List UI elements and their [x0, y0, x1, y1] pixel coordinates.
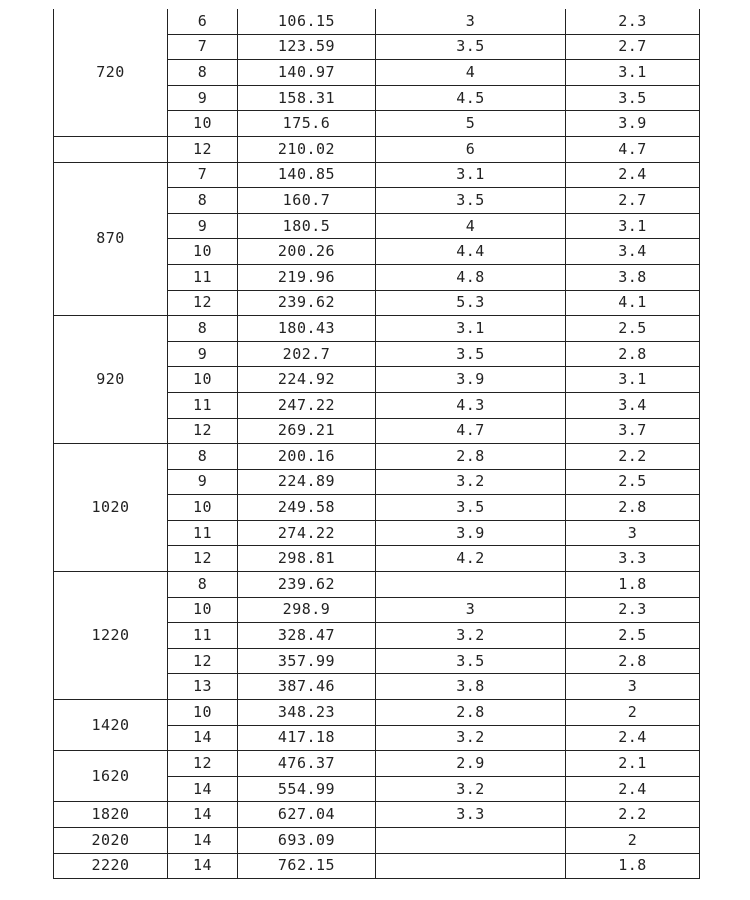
thickness-cell: 12: [168, 290, 238, 316]
value-b-cell: 2.2: [566, 802, 700, 828]
value-a-cell: 3.9: [376, 367, 566, 393]
value-b-cell: 2: [566, 700, 700, 726]
table-row: [54, 751, 700, 777]
value-b-cell: 2.8: [566, 495, 700, 521]
weight-cell: 357.99: [238, 648, 376, 674]
table-row: [54, 162, 700, 188]
value-b-cell: 3: [566, 520, 700, 546]
table-row: [54, 9, 700, 34]
value-b-cell: 2.4: [566, 162, 700, 188]
value-b-cell: 2.1: [566, 751, 700, 777]
thickness-cell: 8: [168, 572, 238, 598]
diameter-cell: 2220: [54, 853, 168, 879]
weight-cell: 239.62: [238, 290, 376, 316]
weight-cell: 140.85: [238, 162, 376, 188]
thickness-cell: 12: [168, 136, 238, 162]
weight-cell: 249.58: [238, 495, 376, 521]
diameter-cell: [54, 136, 168, 162]
value-a-cell: 4.7: [376, 418, 566, 444]
value-a-cell: 3: [376, 9, 566, 34]
weight-cell: 269.21: [238, 418, 376, 444]
value-b-cell: 2.7: [566, 188, 700, 214]
value-b-cell: 2.7: [566, 34, 700, 60]
value-a-cell: 3.5: [376, 188, 566, 214]
value-b-cell: 2: [566, 828, 700, 854]
value-a-cell: [376, 828, 566, 854]
thickness-cell: 8: [168, 60, 238, 86]
value-a-cell: 3.2: [376, 623, 566, 649]
value-b-cell: 3.1: [566, 367, 700, 393]
value-a-cell: 2.8: [376, 700, 566, 726]
value-b-cell: 4.1: [566, 290, 700, 316]
weight-cell: 210.02: [238, 136, 376, 162]
weight-cell: 106.15: [238, 9, 376, 34]
value-b-cell: 2.3: [566, 9, 700, 34]
value-a-cell: 3.9: [376, 520, 566, 546]
value-b-cell: 3.7: [566, 418, 700, 444]
weight-cell: 224.89: [238, 469, 376, 495]
value-a-cell: 4: [376, 213, 566, 239]
value-a-cell: [376, 572, 566, 598]
weight-cell: 247.22: [238, 392, 376, 418]
thickness-cell: 12: [168, 751, 238, 777]
thickness-cell: 14: [168, 776, 238, 802]
value-a-cell: 6: [376, 136, 566, 162]
weight-cell: 348.23: [238, 700, 376, 726]
weight-cell: 175.6: [238, 111, 376, 137]
pipe-spec-table: [53, 9, 700, 879]
value-b-cell: 4.7: [566, 136, 700, 162]
value-b-cell: 2.5: [566, 623, 700, 649]
value-b-cell: 2.8: [566, 341, 700, 367]
value-b-cell: 3.9: [566, 111, 700, 137]
diameter-cell: 1220: [54, 572, 168, 700]
weight-cell: 202.7: [238, 341, 376, 367]
value-a-cell: 3.8: [376, 674, 566, 700]
thickness-cell: 8: [168, 316, 238, 342]
diameter-cell: 720: [54, 9, 168, 136]
value-b-cell: 2.5: [566, 316, 700, 342]
weight-cell: 200.16: [238, 444, 376, 470]
thickness-cell: 10: [168, 367, 238, 393]
value-a-cell: 3.2: [376, 469, 566, 495]
weight-cell: 239.62: [238, 572, 376, 598]
value-b-cell: 2.3: [566, 597, 700, 623]
table-row: [54, 802, 700, 828]
value-a-cell: 3.5: [376, 648, 566, 674]
value-b-cell: 1.8: [566, 572, 700, 598]
thickness-cell: 13: [168, 674, 238, 700]
thickness-cell: 6: [168, 9, 238, 34]
diameter-cell: 1020: [54, 444, 168, 572]
thickness-cell: 14: [168, 828, 238, 854]
thickness-cell: 7: [168, 34, 238, 60]
diameter-cell: 870: [54, 162, 168, 316]
value-a-cell: 2.9: [376, 751, 566, 777]
thickness-cell: 12: [168, 648, 238, 674]
value-a-cell: 4.8: [376, 264, 566, 290]
value-a-cell: 3.1: [376, 162, 566, 188]
weight-cell: 180.5: [238, 213, 376, 239]
diameter-cell: 2020: [54, 828, 168, 854]
value-a-cell: 3.5: [376, 34, 566, 60]
thickness-cell: 12: [168, 418, 238, 444]
value-a-cell: 3.5: [376, 341, 566, 367]
value-a-cell: 4.5: [376, 85, 566, 111]
thickness-cell: 8: [168, 444, 238, 470]
weight-cell: 627.04: [238, 802, 376, 828]
thickness-cell: 10: [168, 495, 238, 521]
weight-cell: 123.59: [238, 34, 376, 60]
weight-cell: 328.47: [238, 623, 376, 649]
value-a-cell: 5: [376, 111, 566, 137]
value-a-cell: 3.1: [376, 316, 566, 342]
weight-cell: 298.81: [238, 546, 376, 572]
value-a-cell: [376, 853, 566, 879]
thickness-cell: 11: [168, 623, 238, 649]
value-b-cell: 3.4: [566, 239, 700, 265]
value-a-cell: 4.2: [376, 546, 566, 572]
value-a-cell: 3: [376, 597, 566, 623]
table-row: [54, 316, 700, 342]
weight-cell: 417.18: [238, 725, 376, 751]
weight-cell: 219.96: [238, 264, 376, 290]
weight-cell: 224.92: [238, 367, 376, 393]
value-a-cell: 3.5: [376, 495, 566, 521]
value-a-cell: 3.3: [376, 802, 566, 828]
weight-cell: 158.31: [238, 85, 376, 111]
value-b-cell: 2.5: [566, 469, 700, 495]
table-row: [54, 444, 700, 470]
table-body: [54, 9, 700, 879]
thickness-cell: 14: [168, 853, 238, 879]
weight-cell: 160.7: [238, 188, 376, 214]
value-b-cell: 3.8: [566, 264, 700, 290]
value-a-cell: 4.4: [376, 239, 566, 265]
thickness-cell: 8: [168, 188, 238, 214]
table-row: [54, 700, 700, 726]
thickness-cell: 14: [168, 725, 238, 751]
value-b-cell: 3.3: [566, 546, 700, 572]
weight-cell: 298.9: [238, 597, 376, 623]
value-a-cell: 4.3: [376, 392, 566, 418]
table-row: [54, 572, 700, 598]
thickness-cell: 11: [168, 392, 238, 418]
value-a-cell: 2.8: [376, 444, 566, 470]
value-b-cell: 3.1: [566, 60, 700, 86]
value-b-cell: 2.2: [566, 444, 700, 470]
value-b-cell: 2.4: [566, 776, 700, 802]
thickness-cell: 12: [168, 546, 238, 572]
thickness-cell: 9: [168, 85, 238, 111]
weight-cell: 554.99: [238, 776, 376, 802]
thickness-cell: 9: [168, 213, 238, 239]
thickness-cell: 9: [168, 341, 238, 367]
weight-cell: 762.15: [238, 853, 376, 879]
value-b-cell: 3.1: [566, 213, 700, 239]
value-a-cell: 5.3: [376, 290, 566, 316]
value-a-cell: 3.2: [376, 776, 566, 802]
value-b-cell: 3.5: [566, 85, 700, 111]
thickness-cell: 11: [168, 520, 238, 546]
thickness-cell: 9: [168, 469, 238, 495]
value-a-cell: 3.2: [376, 725, 566, 751]
value-a-cell: 4: [376, 60, 566, 86]
weight-cell: 387.46: [238, 674, 376, 700]
weight-cell: 140.97: [238, 60, 376, 86]
diameter-cell: 1820: [54, 802, 168, 828]
thickness-cell: 10: [168, 111, 238, 137]
diameter-cell: 1420: [54, 700, 168, 751]
thickness-cell: 10: [168, 597, 238, 623]
table-row: [54, 136, 700, 162]
thickness-cell: 14: [168, 802, 238, 828]
value-b-cell: 2.4: [566, 725, 700, 751]
thickness-cell: 10: [168, 239, 238, 265]
weight-cell: 180.43: [238, 316, 376, 342]
weight-cell: 200.26: [238, 239, 376, 265]
value-b-cell: 1.8: [566, 853, 700, 879]
thickness-cell: 10: [168, 700, 238, 726]
weight-cell: 274.22: [238, 520, 376, 546]
value-b-cell: 3.4: [566, 392, 700, 418]
table-row: [54, 853, 700, 879]
table-row: [54, 828, 700, 854]
value-b-cell: 2.8: [566, 648, 700, 674]
diameter-cell: 1620: [54, 751, 168, 802]
value-b-cell: 3: [566, 674, 700, 700]
weight-cell: 476.37: [238, 751, 376, 777]
weight-cell: 693.09: [238, 828, 376, 854]
diameter-cell: 920: [54, 316, 168, 444]
thickness-cell: 7: [168, 162, 238, 188]
thickness-cell: 11: [168, 264, 238, 290]
